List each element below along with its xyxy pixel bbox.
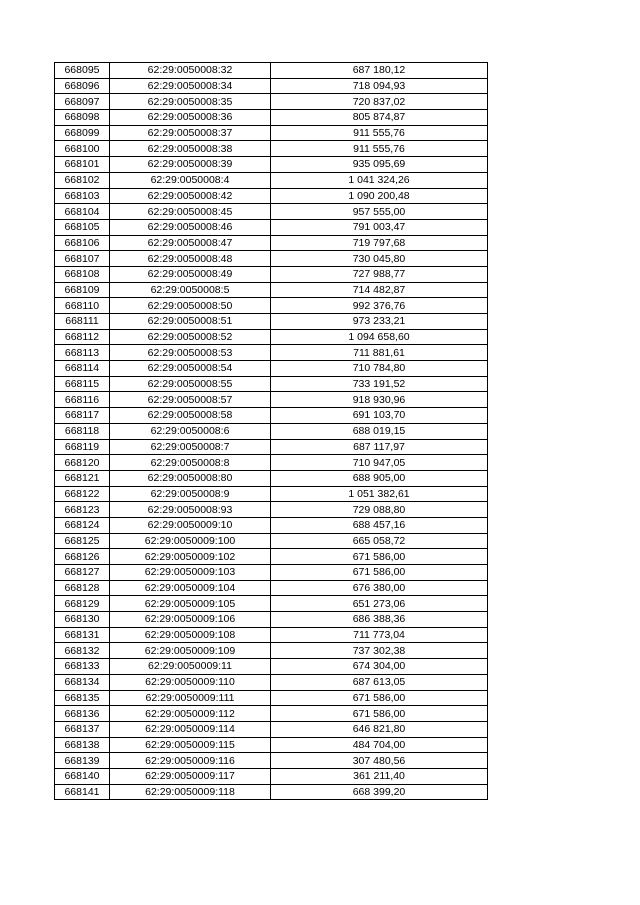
cadastral-value-cell: 730 045,80	[271, 251, 488, 267]
cadastral-number-cell: 62:29:0050009:117	[110, 768, 271, 784]
table-row	[55, 517, 488, 533]
cadastral-value-cell: 718 094,93	[271, 78, 488, 94]
row-number-cell: 668107	[55, 251, 110, 267]
table-row	[55, 455, 488, 471]
cadastral-value-cell: 646 821,80	[271, 721, 488, 737]
table-row	[55, 533, 488, 549]
cadastral-number-cell: 62:29:0050008:46	[110, 219, 271, 235]
table-row	[55, 753, 488, 769]
cadastral-number-cell: 62:29:0050009:111	[110, 690, 271, 706]
cadastral-number-cell: 62:29:0050009:106	[110, 612, 271, 628]
cadastral-number-cell: 62:29:0050008:34	[110, 78, 271, 94]
cadastral-value-cell: 651 273,06	[271, 596, 488, 612]
cadastral-value-cell: 935 095,69	[271, 157, 488, 173]
row-number-cell: 668121	[55, 470, 110, 486]
row-number-cell: 668125	[55, 533, 110, 549]
table-row	[55, 157, 488, 173]
row-number-cell: 668112	[55, 329, 110, 345]
cadastral-number-cell: 62:29:0050008:35	[110, 94, 271, 110]
cadastral-number-cell: 62:29:0050009:110	[110, 674, 271, 690]
table-row	[55, 78, 488, 94]
row-number-cell: 668102	[55, 172, 110, 188]
row-number-cell: 668140	[55, 768, 110, 784]
table-row	[55, 219, 488, 235]
cadastral-value-cell: 691 103,70	[271, 408, 488, 424]
cadastral-value-cell: 720 837,02	[271, 94, 488, 110]
cadastral-value-cell: 1 051 382,61	[271, 486, 488, 502]
cadastral-number-cell: 62:29:0050008:7	[110, 439, 271, 455]
table-row	[55, 63, 488, 79]
cadastral-value-cell: 727 988,77	[271, 266, 488, 282]
cadastral-value-cell: 1 094 658,60	[271, 329, 488, 345]
table-row	[55, 470, 488, 486]
row-number-cell: 668138	[55, 737, 110, 753]
row-number-cell: 668134	[55, 674, 110, 690]
table-row	[55, 298, 488, 314]
cadastral-value-cell: 805 874,87	[271, 110, 488, 126]
table-row	[55, 502, 488, 518]
table-row	[55, 266, 488, 282]
table-row	[55, 627, 488, 643]
cadastral-value-cell: 710 947,05	[271, 455, 488, 471]
row-number-cell: 668095	[55, 63, 110, 79]
row-number-cell: 668118	[55, 423, 110, 439]
cadastral-number-cell: 62:29:0050009:11	[110, 659, 271, 675]
row-number-cell: 668131	[55, 627, 110, 643]
cadastral-value-cell: 973 233,21	[271, 314, 488, 330]
table-row	[55, 690, 488, 706]
cadastral-value-cell: 361 211,40	[271, 768, 488, 784]
table-row	[55, 282, 488, 298]
row-number-cell: 668109	[55, 282, 110, 298]
cadastral-value-cell: 733 191,52	[271, 376, 488, 392]
row-number-cell: 668098	[55, 110, 110, 126]
cadastral-value-cell: 687 117,97	[271, 439, 488, 455]
cadastral-number-cell: 62:29:0050008:47	[110, 235, 271, 251]
cadastral-number-cell: 62:29:0050008:37	[110, 125, 271, 141]
cadastral-value-cell: 671 586,00	[271, 706, 488, 722]
cadastral-number-cell: 62:29:0050008:39	[110, 157, 271, 173]
row-number-cell: 668101	[55, 157, 110, 173]
table-row	[55, 784, 488, 800]
row-number-cell: 668111	[55, 314, 110, 330]
cadastral-number-cell: 62:29:0050009:102	[110, 549, 271, 565]
table-row	[55, 612, 488, 628]
row-number-cell: 668119	[55, 439, 110, 455]
cadastral-value-cell: 710 784,80	[271, 361, 488, 377]
cadastral-value-cell: 307 480,56	[271, 753, 488, 769]
cadastral-value-cell: 1 090 200,48	[271, 188, 488, 204]
cadastral-value-cell: 918 930,96	[271, 392, 488, 408]
table-row	[55, 721, 488, 737]
row-number-cell: 668137	[55, 721, 110, 737]
table-row	[55, 235, 488, 251]
table-row	[55, 204, 488, 220]
table-row	[55, 423, 488, 439]
cadastral-value-cell: 1 041 324,26	[271, 172, 488, 188]
cadastral-value-cell: 737 302,38	[271, 643, 488, 659]
cadastral-value-cell: 729 088,80	[271, 502, 488, 518]
cadastral-value-cell: 674 304,00	[271, 659, 488, 675]
cadastral-number-cell: 62:29:0050009:100	[110, 533, 271, 549]
row-number-cell: 668122	[55, 486, 110, 502]
table-row	[55, 172, 488, 188]
table-row	[55, 706, 488, 722]
cadastral-number-cell: 62:29:0050008:5	[110, 282, 271, 298]
cadastral-number-cell: 62:29:0050009:115	[110, 737, 271, 753]
cadastral-value-cell: 665 058,72	[271, 533, 488, 549]
cadastral-value-cell: 711 773,04	[271, 627, 488, 643]
cadastral-number-cell: 62:29:0050009:118	[110, 784, 271, 800]
table-row	[55, 408, 488, 424]
cadastral-value-table	[54, 62, 488, 800]
cadastral-value-cell: 791 003,47	[271, 219, 488, 235]
cadastral-number-cell: 62:29:0050008:48	[110, 251, 271, 267]
cadastral-number-cell: 62:29:0050008:55	[110, 376, 271, 392]
table-row	[55, 549, 488, 565]
cadastral-number-cell: 62:29:0050008:42	[110, 188, 271, 204]
row-number-cell: 668108	[55, 266, 110, 282]
cadastral-number-cell: 62:29:0050008:58	[110, 408, 271, 424]
row-number-cell: 668127	[55, 565, 110, 581]
cadastral-value-cell: 671 586,00	[271, 690, 488, 706]
table-row	[55, 314, 488, 330]
table-row	[55, 580, 488, 596]
cadastral-value-cell: 671 586,00	[271, 549, 488, 565]
cadastral-number-cell: 62:29:0050008:9	[110, 486, 271, 502]
cadastral-number-cell: 62:29:0050008:93	[110, 502, 271, 518]
row-number-cell: 668123	[55, 502, 110, 518]
table-row	[55, 329, 488, 345]
cadastral-value-cell: 687 613,05	[271, 674, 488, 690]
cadastral-number-cell: 62:29:0050009:114	[110, 721, 271, 737]
row-number-cell: 668096	[55, 78, 110, 94]
row-number-cell: 668130	[55, 612, 110, 628]
cadastral-number-cell: 62:29:0050009:108	[110, 627, 271, 643]
cadastral-value-cell: 686 388,36	[271, 612, 488, 628]
cadastral-value-cell: 687 180,12	[271, 63, 488, 79]
table-row	[55, 737, 488, 753]
table-row	[55, 110, 488, 126]
table-row	[55, 565, 488, 581]
row-number-cell: 668124	[55, 517, 110, 533]
cadastral-number-cell: 62:29:0050008:6	[110, 423, 271, 439]
table-row	[55, 376, 488, 392]
cadastral-number-cell: 62:29:0050008:8	[110, 455, 271, 471]
row-number-cell: 668097	[55, 94, 110, 110]
row-number-cell: 668133	[55, 659, 110, 675]
cadastral-number-cell: 62:29:0050008:53	[110, 345, 271, 361]
row-number-cell: 668128	[55, 580, 110, 596]
cadastral-value-cell: 957 555,00	[271, 204, 488, 220]
row-number-cell: 668113	[55, 345, 110, 361]
row-number-cell: 668103	[55, 188, 110, 204]
row-number-cell: 668129	[55, 596, 110, 612]
cadastral-value-cell: 711 881,61	[271, 345, 488, 361]
table-row	[55, 361, 488, 377]
table-row	[55, 596, 488, 612]
cadastral-number-cell: 62:29:0050009:116	[110, 753, 271, 769]
row-number-cell: 668120	[55, 455, 110, 471]
cadastral-value-cell: 676 380,00	[271, 580, 488, 596]
cadastral-number-cell: 62:29:0050008:4	[110, 172, 271, 188]
cadastral-value-cell: 484 704,00	[271, 737, 488, 753]
row-number-cell: 668135	[55, 690, 110, 706]
row-number-cell: 668139	[55, 753, 110, 769]
table-body	[55, 63, 488, 800]
row-number-cell: 668110	[55, 298, 110, 314]
cadastral-number-cell: 62:29:0050008:51	[110, 314, 271, 330]
row-number-cell: 668116	[55, 392, 110, 408]
cadastral-value-cell: 688 019,15	[271, 423, 488, 439]
row-number-cell: 668105	[55, 219, 110, 235]
row-number-cell: 668136	[55, 706, 110, 722]
cadastral-number-cell: 62:29:0050008:80	[110, 470, 271, 486]
cadastral-number-cell: 62:29:0050009:10	[110, 517, 271, 533]
cadastral-value-cell: 911 555,76	[271, 125, 488, 141]
cadastral-number-cell: 62:29:0050009:105	[110, 596, 271, 612]
row-number-cell: 668106	[55, 235, 110, 251]
cadastral-value-cell: 719 797,68	[271, 235, 488, 251]
table-row	[55, 94, 488, 110]
row-number-cell: 668117	[55, 408, 110, 424]
row-number-cell: 668115	[55, 376, 110, 392]
row-number-cell: 668141	[55, 784, 110, 800]
table-row	[55, 125, 488, 141]
cadastral-number-cell: 62:29:0050009:103	[110, 565, 271, 581]
table-row	[55, 345, 488, 361]
row-number-cell: 668104	[55, 204, 110, 220]
cadastral-number-cell: 62:29:0050008:54	[110, 361, 271, 377]
cadastral-number-cell: 62:29:0050008:32	[110, 63, 271, 79]
cadastral-number-cell: 62:29:0050009:104	[110, 580, 271, 596]
cadastral-number-cell: 62:29:0050008:49	[110, 266, 271, 282]
cadastral-number-cell: 62:29:0050008:38	[110, 141, 271, 157]
cadastral-value-cell: 671 586,00	[271, 565, 488, 581]
table-row	[55, 392, 488, 408]
cadastral-number-cell: 62:29:0050008:36	[110, 110, 271, 126]
cadastral-number-cell: 62:29:0050008:50	[110, 298, 271, 314]
cadastral-number-cell: 62:29:0050009:109	[110, 643, 271, 659]
table-row	[55, 188, 488, 204]
cadastral-value-cell: 992 376,76	[271, 298, 488, 314]
cadastral-value-cell: 668 399,20	[271, 784, 488, 800]
cadastral-number-cell: 62:29:0050009:112	[110, 706, 271, 722]
table-row	[55, 486, 488, 502]
table-row	[55, 643, 488, 659]
table-row	[55, 659, 488, 675]
cadastral-number-cell: 62:29:0050008:57	[110, 392, 271, 408]
row-number-cell: 668100	[55, 141, 110, 157]
table-row	[55, 251, 488, 267]
cadastral-number-cell: 62:29:0050008:45	[110, 204, 271, 220]
cadastral-value-cell: 688 457,16	[271, 517, 488, 533]
table-row	[55, 439, 488, 455]
table-row	[55, 674, 488, 690]
row-number-cell: 668126	[55, 549, 110, 565]
table-row	[55, 141, 488, 157]
row-number-cell: 668132	[55, 643, 110, 659]
row-number-cell: 668099	[55, 125, 110, 141]
row-number-cell: 668114	[55, 361, 110, 377]
table-row	[55, 768, 488, 784]
cadastral-value-cell: 688 905,00	[271, 470, 488, 486]
cadastral-value-cell: 714 482,87	[271, 282, 488, 298]
cadastral-value-cell: 911 555,76	[271, 141, 488, 157]
cadastral-number-cell: 62:29:0050008:52	[110, 329, 271, 345]
